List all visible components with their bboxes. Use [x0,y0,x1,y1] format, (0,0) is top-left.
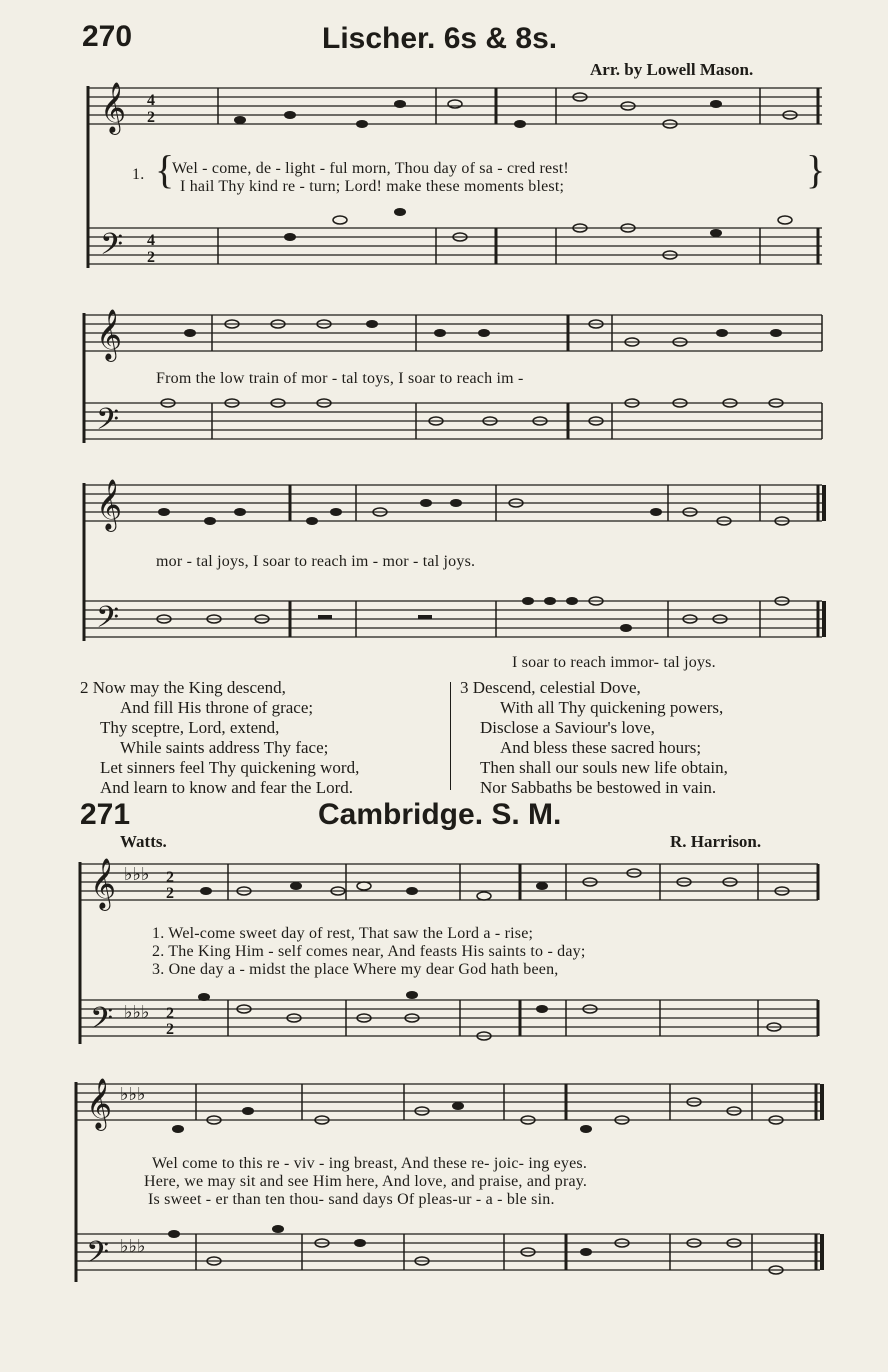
lyric-brace-close: } [806,147,826,192]
stanza-divider [450,682,451,790]
stanza-line: Thy sceptre, Lord, extend, [100,718,280,737]
stanza-line: And learn to know and fear the Lord. [100,778,354,797]
svg-text:𝄢: 𝄢 [96,601,120,642]
bass-lyric-line: I soar to reach immor- tal joys. [512,654,716,671]
lyric-line: I hail Thy kind re - turn; Lord! make these moments blest; [180,178,565,195]
stanza-line: And bless these sacred hours; [500,738,702,757]
stanza-3 [460,678,728,798]
stanza-line: With all Thy quickening powers, [500,698,724,717]
svg-text:𝄢: 𝄢 [100,228,124,269]
hymn-title: Lischer. 6s & 8s. [322,22,558,55]
svg-text:𝄢: 𝄢 [96,403,120,444]
author-credit: Watts. [120,832,167,851]
svg-text:𝄢: 𝄢 [86,1236,110,1277]
stanza-number: 2 [80,678,89,697]
svg-text:𝄢: 𝄢 [90,1002,114,1043]
svg-text:2: 2 [166,1005,174,1022]
svg-text:4: 4 [147,92,155,109]
lyric-line: Is sweet - er than ten thou- sand days Of pleas-ur - a - ble sin. [148,1191,555,1208]
svg-text:♭♭♭: ♭♭♭ [120,1084,146,1104]
composer-credit: R. Harrison. [670,832,762,851]
hymn-number: 270 [82,20,133,53]
svg-text:𝄞: 𝄞 [96,479,123,530]
svg-text:♭♭♭: ♭♭♭ [120,1236,146,1256]
stanza-line: Then shall our souls new life obtain, [480,758,728,777]
lyric-line: Wel - come, de - light - ful morn, Thou day of sa - cred rest! [172,160,569,177]
lyric-line: From the low train of mor - tal toys, I soar to reach im - [156,370,524,387]
lyric-brace-open: { [155,147,175,192]
stanza-number: 3 [460,678,469,697]
stanza-line: Now may the King descend, [92,678,286,697]
lyric-verse-number: 1. [132,166,145,183]
stanza-line: While saints address Thy face; [120,738,329,757]
stanza-line: Nor Sabbaths be bestowed in vain. [480,778,717,797]
lyric-line: Wel come to this re - viv - ing breast, And these re- joic- ing eyes. [152,1155,588,1172]
stanza-2 [80,678,359,798]
music-system-270-row1 [0,0,888,300]
lyric-line: mor - tal joys, I soar to reach im - mor - tal joys. [156,553,476,570]
stanza-line: Descend, celestial Dove, [472,678,641,697]
svg-text:𝄞: 𝄞 [86,1078,113,1129]
svg-text:𝄞: 𝄞 [96,309,123,360]
lyric-line: 2. The King Him - self comes near, And feasts His saints to - day; [152,943,586,960]
svg-text:2: 2 [147,109,155,126]
svg-text:𝄞: 𝄞 [90,858,117,909]
lyric-line: 3. One day a - midst the place Where my dear God hath been, [152,961,559,978]
svg-text:♭♭♭: ♭♭♭ [124,864,150,884]
lyric-line: Here, we may sit and see Him here, And love, and praise, and pray. [144,1173,588,1190]
stanza-line: And fill His throne of grace; [120,698,314,717]
lyric-line: 1. Wel-come sweet day of rest, That saw the Lord a - rise; [152,925,534,942]
hymn-number: 271 [80,798,131,831]
stanza-line: Let sinners feel Thy quickening word, [100,758,360,777]
svg-text:2: 2 [166,1021,174,1038]
svg-text:4: 4 [147,232,155,249]
arranger-credit: Arr. by Lowell Mason. [590,60,754,79]
svg-text:2: 2 [147,249,155,266]
svg-text:2: 2 [166,869,174,886]
svg-text:♭♭♭: ♭♭♭ [124,1002,150,1022]
stanza-line: Disclose a Saviour's love, [480,718,655,737]
svg-text:𝄞: 𝄞 [100,82,127,133]
svg-text:2: 2 [166,885,174,902]
hymn-title: Cambridge. S. M. [318,798,562,831]
